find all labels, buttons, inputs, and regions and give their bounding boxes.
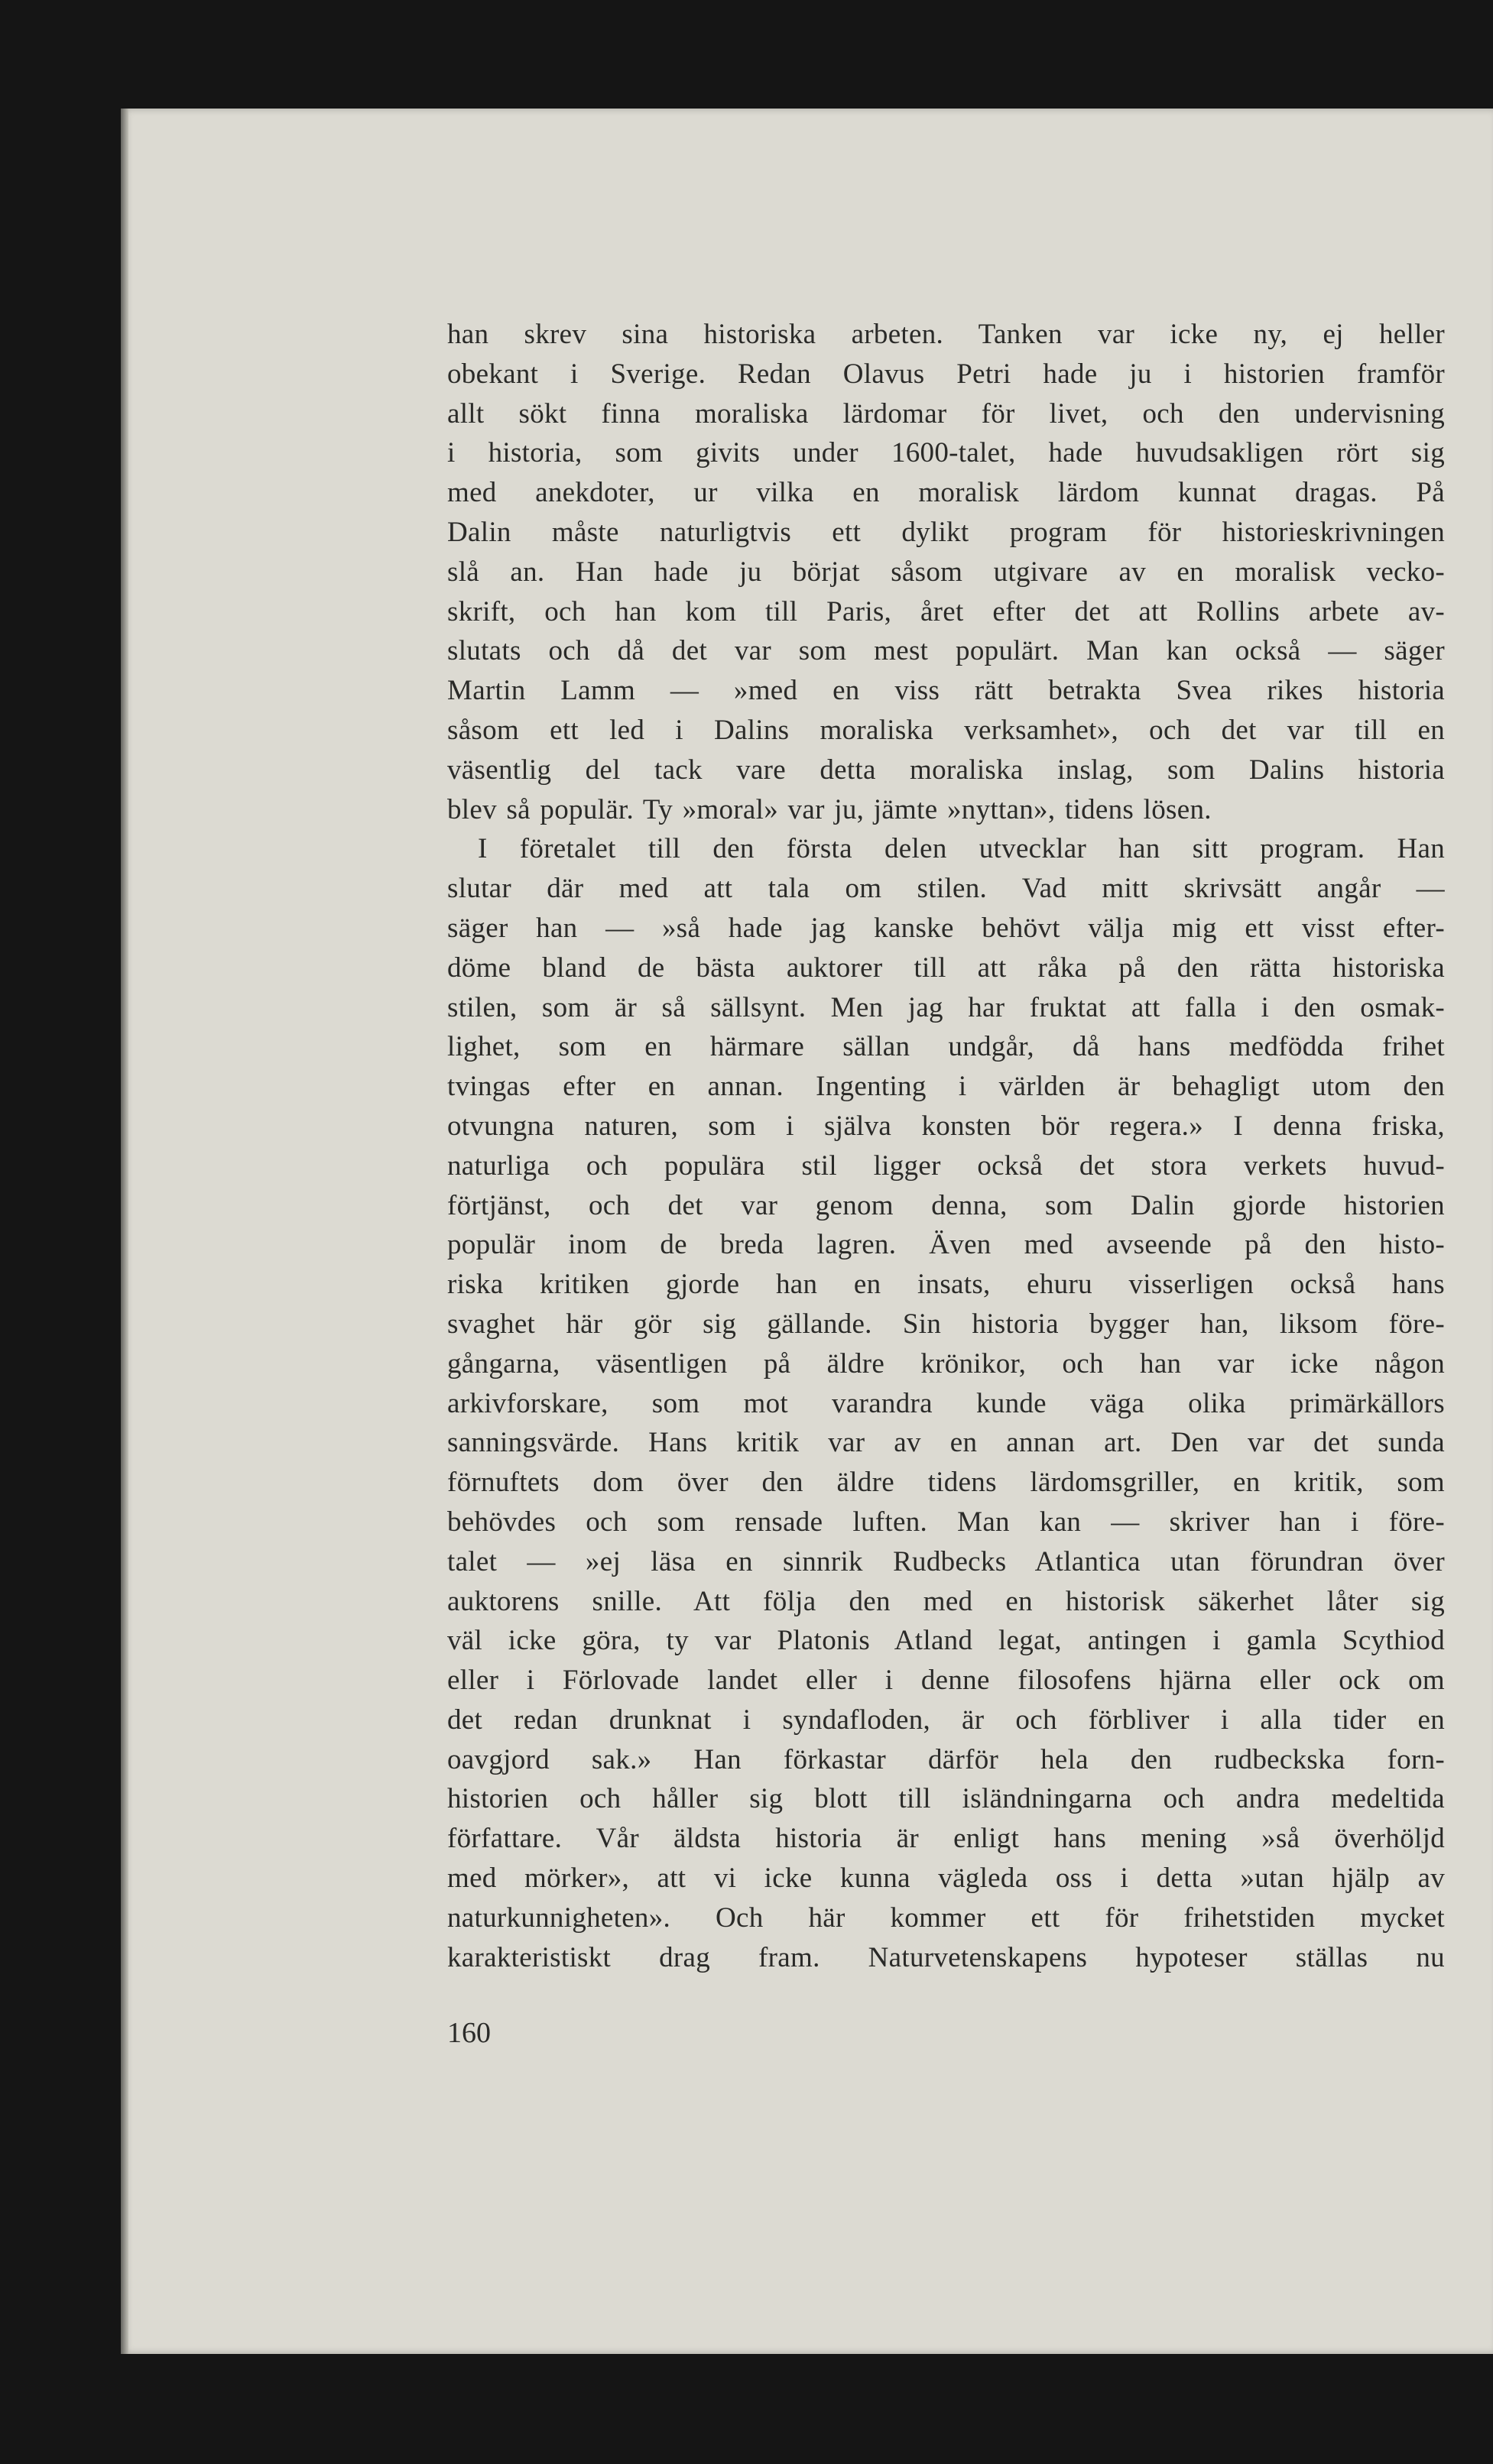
text-line: sanningsvärde. Hans kritik var av en annan art. Den var det sunda	[447, 1427, 1445, 1459]
text-line: döme bland de bästa auktorer till att råka på den rätta historiska	[447, 952, 1445, 984]
text-line: såsom ett led i Dalins moraliska verksamhet», och det var till en	[447, 714, 1445, 746]
text-line: skrift, och han kom till Paris, året efter det att Rollins arbete av-	[447, 595, 1445, 627]
text-line: stilen, som är så sällsynt. Men jag har fruktat att falla i den osmak-	[447, 991, 1445, 1023]
text-line: förnuftets dom över den äldre tidens lärdomsgriller, en kritik, som	[447, 1467, 1445, 1499]
text-line: naturkunnigheten». Och här kommer ett för frihetstiden mycket	[447, 1901, 1445, 1934]
text-line: förtjänst, och det var genom denna, som Dalin gjorde historien	[447, 1189, 1445, 1221]
text-line: med anekdoter, ur vilka en moralisk lärdom kunnat dragas. På	[447, 477, 1445, 509]
text-line: tvingas efter en annan. Ingenting i världen är behagligt utom den	[447, 1071, 1445, 1103]
text-line: med mörker», att vi icke kunna vägleda oss i detta »utan hjälp av	[447, 1863, 1445, 1895]
text-line: lighet, som en härmare sällan undgår, då hans medfödda frihet	[447, 1031, 1445, 1063]
text-line: obekant i Sverige. Redan Olavus Petri hade ju i historien framför	[447, 358, 1445, 390]
text-line: populär inom de breda lagren. Även med avseende på den histo-	[447, 1229, 1445, 1261]
page-number: 160	[447, 2017, 491, 2049]
text-line: han skrev sina historiska arbeten. Tanken var icke ny, ej heller	[447, 319, 1445, 350]
text-line: i historia, som givits under 1600-talet, hade huvudsakligen rört sig	[447, 437, 1445, 469]
text-line: karakteristiskt drag fram. Naturvetenskapens hypoteser ställas nu	[447, 1941, 1445, 1973]
text-line: det redan drunknat i syndafloden, är och förbliver i alla tider en	[447, 1704, 1445, 1736]
text-line: otvungna naturen, som i själva konsten bör regera.» I denna friska,	[447, 1110, 1445, 1142]
text-line: allt sökt finna moraliska lärdomar för livet, och den undervisning	[447, 397, 1445, 430]
text-line: säger han — »så hade jag kanske behövt välja mig ett visst efter-	[447, 912, 1445, 944]
page-edge-shadow	[121, 109, 128, 2354]
text-line: slå an. Han hade ju börjat såsom utgivare av en moralisk vecko-	[447, 556, 1445, 588]
text-line: slutar där med att tala om stilen. Vad mitt skrivsätt angår —	[447, 873, 1445, 905]
text-line: blev så populär. Ty »moral» var ju, jämte »nyttan», tidens lösen.	[447, 793, 1212, 825]
text-line: I företalet till den första delen utvecklar han sitt program. Han	[478, 833, 1445, 865]
body-text	[447, 315, 1445, 1977]
text-line: Martin Lamm — »med en viss rätt betrakta Svea rikes historia	[447, 675, 1445, 707]
text-line: naturliga och populära stil ligger också det stora verkets huvud-	[447, 1149, 1445, 1182]
text-line: arkivforskare, som mot varandra kunde väga olika primärkällors	[447, 1387, 1445, 1419]
text-line: riska kritiken gjorde han en insats, ehuru visserligen också hans	[447, 1269, 1445, 1301]
text-line: svaghet här gör sig gällande. Sin historia bygger han, liksom före-	[447, 1308, 1445, 1340]
text-line: eller i Förlovade landet eller i denne filosofens hjärna eller ock om	[447, 1665, 1445, 1697]
text-line: väl icke göra, ty var Platonis Atland legat, antingen i gamla Scythiod	[447, 1625, 1445, 1657]
text-line: auktorens snille. Att följa den med en historisk säkerhet låter sig	[447, 1585, 1445, 1617]
text-line: historien och håller sig blott till isländningarna och andra medeltida	[447, 1783, 1445, 1815]
text-line: oavgjord sak.» Han förkastar därför hela den rudbeckska forn-	[447, 1743, 1445, 1775]
text-line: gångarna, väsentligen på äldre krönikor, och han var icke någon	[447, 1347, 1445, 1380]
text-line: författare. Vår äldsta historia är enligt hans mening »så överhöljd	[447, 1823, 1445, 1855]
text-line: talet — »ej läsa en sinnrik Rudbecks Atlantica utan förundran över	[447, 1545, 1445, 1577]
text-line: väsentlig del tack vare detta moraliska inslag, som Dalins historia	[447, 754, 1445, 786]
text-line: behövdes och som rensade luften. Man kan — skriver han i före-	[447, 1506, 1445, 1538]
text-line: slutats och då det var som mest populärt. Man kan också — säger	[447, 635, 1445, 667]
text-line: Dalin måste naturligtvis ett dylikt program för historieskrivningen	[447, 516, 1445, 548]
